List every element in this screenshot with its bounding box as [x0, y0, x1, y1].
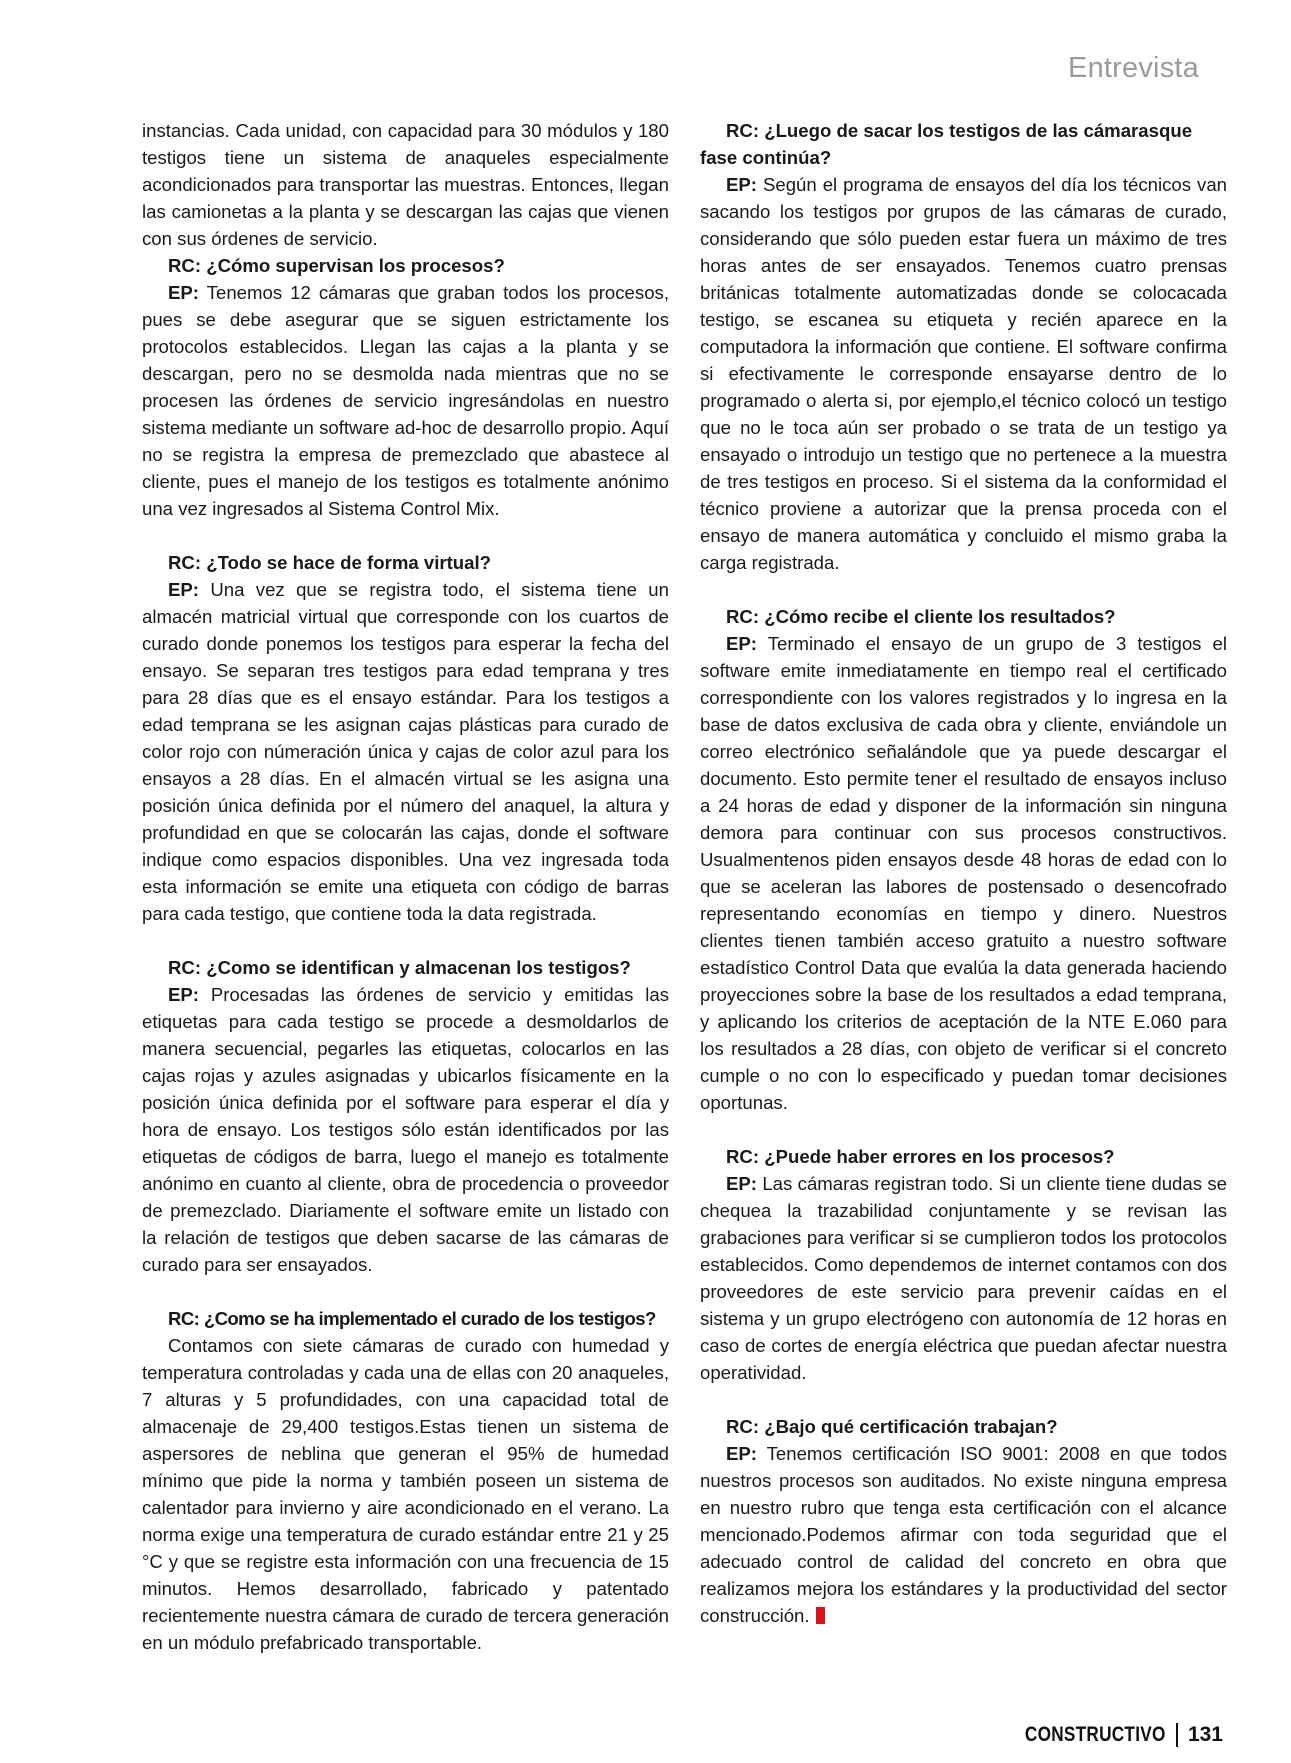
qa-block: [700, 1413, 1227, 1629]
answer: [142, 981, 669, 1278]
question: RC: ¿Como se identifican y almacenan los testigos?: [168, 957, 631, 978]
answer-speaker: EP:: [726, 1443, 757, 1464]
page-footer: [994, 1723, 1223, 1747]
qa-block: [142, 549, 669, 927]
question: RC: ¿Puede haber errores en los procesos?: [726, 1146, 1115, 1167]
answer: [700, 1170, 1227, 1386]
qa-block: [700, 603, 1227, 1116]
qa-block: [700, 117, 1227, 576]
answer-speaker: EP:: [168, 282, 199, 303]
qa-block: [142, 1305, 669, 1656]
answer-text: Contamos con siete cámaras de curado con humedad y temperatura controladas y cada una de ellas con 20 anaqueles, 7 alturas y 5 profundidades, con una capacidad total de almacenaje de 29,400 testigos.Estas tienen un sistema de aspersores de neblina que generan el 95% de humedad mínimo que pide la norma y también poseen un sistema de calentador para invierno y aire acondicionado en el verano. La norma exige una temperatura de curado estándar entre 21 y 25 °C y que se registre esta información con una frecuencia de 15 minutos. Hemos desarrollado, fabricado y patentado recientemente nuestra cámara de curado de tercera generación en un módulo prefabricado transportable.: [142, 1335, 669, 1653]
answer-text: Terminado el ensayo de un grupo de 3 testigos el software emite inmediatamente en tiempo real el certificado correspondiente con los valores registrados y lo ingresa en la base de datos exclusiva de cada obra y cliente, enviándole un correo electrónico señalándole que ya puede descargar el documento. Esto permite tener el resultado de ensayos incluso a 24 horas de edad y disponer de la información sin ninguna demora para continuar con sus procesos constructivos. Usualmentenos piden ensayos desde 48 horas de edad con lo que se aceleran las labores de postensado o desencofrado representando economías en tiempo y dinero. Nuestros clientes tienen también acceso gratuito a nuestro software estadístico Control Data que evalúa la data generada haciendo proyecciones sobre la base de los resultados a edad temprana, y aplicando los criterios de aceptación de la NTE E.060 para los resultados a 28 días, con objeto de verificar si el concreto cumple o no con lo especificado y puedan tomar decisiones oportunas.: [700, 633, 1227, 1113]
answer-text: Según el programa de ensayos del día los técnicos van sacando los testigos por grupos de las cámaras de curado, considerando que sólo pueden estar fuera un máximo de tres horas antes de ser ensayados. Tenemos cuatro prensas británicas totalmente automatizadas donde se colocacada testigo, se escanea su etiqueta y recién aparece en la computadora la información que contiene. El software confirma si efectivamente le corresponde ensayarse dentro de lo programado o alerta si, por ejemplo,el técnico colocó un testigo que no le toca aún ser probado o se trata de un testigo ya ensayado o introdujo un testigo que no pertenece a la muestra de tres testigos en proceso. Si el sistema da la conformidad el técnico proviene a autorizar que la prensa proceda con el ensayo de manera automática y concluido el mismo graba la carga registrada.: [700, 174, 1227, 573]
answer: [700, 171, 1227, 576]
answer-text: Una vez que se registra todo, el sistema tiene un almacén matricial virtual que corresponde con los cuartos de curado donde ponemos los testigos para esperar la fecha del ensayo. Se separan tres testigos para edad temprana y tres para 28 días que es el ensayo estándar. Para los testigos a edad temprana se les asignan cajas plásticas para curado de color rojo con númeración única y cajas de color azul para los ensayos a 28 días. En el almacén virtual se les asigna una posición única definida por el número del anaquel, la altura y profundidad en que se colocarán las cajas, donde el software indique como espacios disponibles. Una vez ingresada toda esta información se emite una etiqueta con código de barras para cada testigo, que contiene toda la data registrada.: [142, 579, 669, 924]
answer: [700, 1440, 1227, 1629]
magazine-brand: CONSTRUCTIVO: [1025, 1723, 1166, 1746]
answer-speaker: EP:: [726, 174, 757, 195]
answer-text: Tenemos certificación ISO 9001: 2008 en que todos nuestros procesos son auditados. No existe ninguna empresa en nuestro rubro que tenga esta certificación con el alcance mencionado.Podemos afirmar con toda seguridad que el adecuado control de calidad del concreto en obra que realizamos mejora los estándares y la productividad del sector construcción.: [700, 1443, 1227, 1626]
right-column: [700, 117, 1227, 1629]
question: RC: ¿Cómo supervisan los procesos?: [168, 255, 505, 276]
question: RC: ¿Cómo recibe el cliente los resultados?: [726, 606, 1116, 627]
answer: [142, 576, 669, 927]
answer-speaker: EP:: [168, 579, 199, 600]
question: RC: ¿Como se ha implementado el curado de los testigos?: [168, 1308, 656, 1329]
question: RC: ¿Todo se hace de forma virtual?: [168, 552, 492, 573]
answer: [142, 1332, 669, 1656]
qa-block: [142, 252, 669, 522]
answer: [700, 630, 1227, 1116]
answer-text: Las cámaras registran todo. Si un cliente tiene dudas se chequea la trazabilidad conjuntamente y se revisan las grabaciones para verificar si se cumplieron todos los protocolos establecidos. Como dependemos de internet contamos con dos proveedores de este servicio para prevenir caídas en el sistema y un grupo electrógeno con autonomía de 12 horas en caso de cortes de energía eléctrica que puedan afectar nuestra operatividad.: [700, 1173, 1227, 1383]
answer: [142, 279, 669, 522]
question: RC: ¿Luego de sacar los testigos de las cámarasque fase continúa?: [700, 120, 1193, 168]
qa-block: [142, 954, 669, 1278]
answer-speaker: EP:: [168, 984, 199, 1005]
answer-text: Tenemos 12 cámaras que graban todos los procesos, pues se debe asegurar que se siguen estrictamente los protocolos establecidos. Llegan las cajas a la planta y se descargan, pero no se desmolda nada mientras que no se procesen las órdenes de servicio ingresándolas en nuestro sistema mediante un software ad-hoc de desarrollo propio. Aquí no se registra la empresa de premezclado que abastece al cliente, pues el manejo de los testigos es totalmente anónimo una vez ingresados al Sistema Control Mix.: [142, 282, 669, 519]
qa-block: [700, 1143, 1227, 1386]
answer-text: Procesadas las órdenes de servicio y emitidas las etiquetas para cada testigo se procede a desmoldarlos de manera secuencial, pegarles las etiquetas, colocarlos en las cajas rojas y azules asignadas y ubicarlos físicamente en la posición única definida por el software para esperar el día y hora de ensayo. Los testigos sólo están identificados por las etiquetas de códigos de barra, luego el manejo es totalmente anónimo en cuanto al cliente, obra de procedencia o proveedor de premezclado. Diariamente el software emite un listado con la relación de testigos que deben sacarse de las cámaras de curado para ser ensayados.: [142, 984, 669, 1275]
answer-speaker: EP:: [726, 633, 757, 654]
answer-speaker: EP:: [726, 1173, 757, 1194]
footer-divider: [1176, 1723, 1178, 1747]
section-label: Entrevista: [1068, 52, 1199, 84]
page-number: 131: [1187, 1723, 1223, 1746]
end-of-article-mark: [816, 1607, 825, 1624]
question: RC: ¿Bajo qué certificación trabajan?: [726, 1416, 1058, 1437]
left-column: [142, 117, 669, 1656]
intro-paragraph: instancias. Cada unidad, con capacidad para 30 módulos y 180 testigos tiene un sistema de anaqueles especialmente acondicionados para transportar las muestras. Entonces, llegan las camionetas a la planta y se descargan las cajas que vienen con sus órdenes de servicio.: [142, 120, 669, 249]
